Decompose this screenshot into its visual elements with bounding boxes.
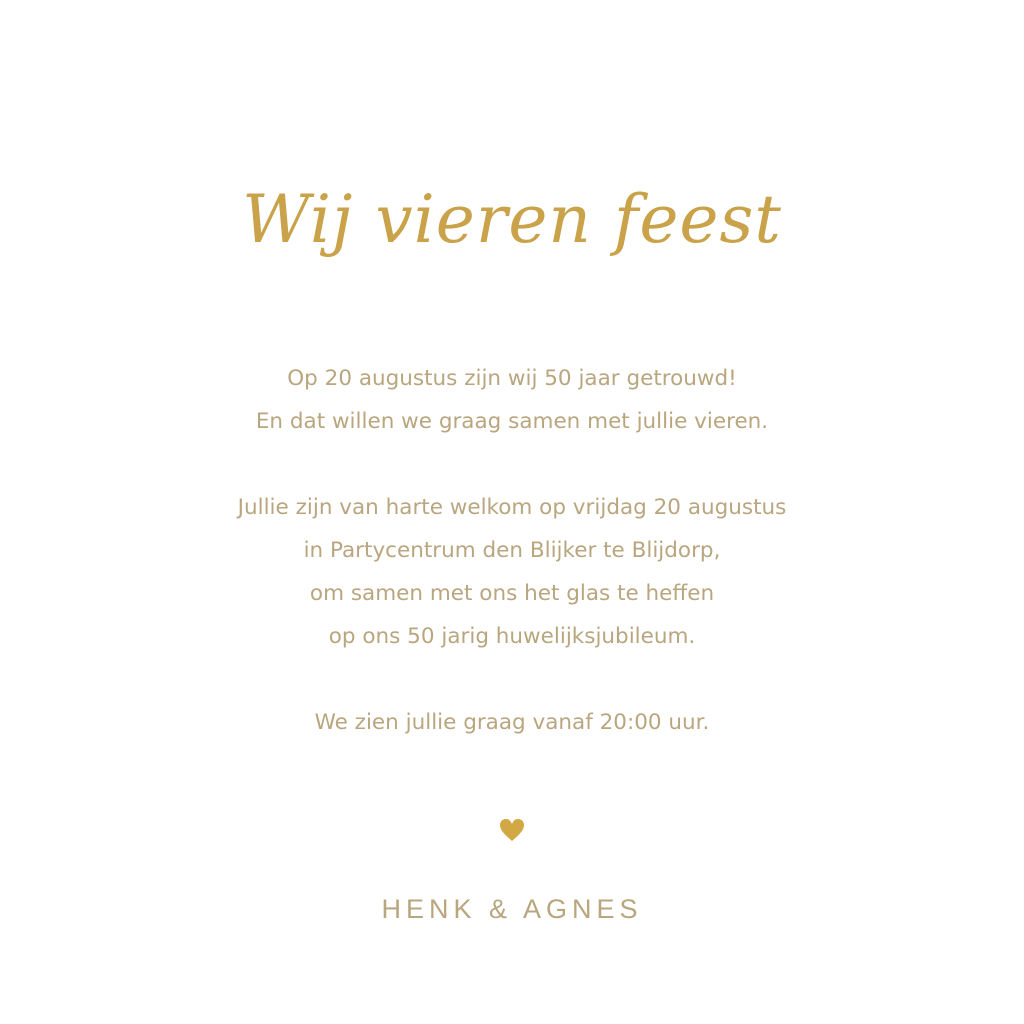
invitation-title: Wij vieren feest	[242, 181, 782, 258]
body-line: om samen met ons het glas te heffen	[309, 581, 715, 606]
body-line: in Partycentrum den Blijker te Blijdorp,	[303, 538, 721, 563]
body-line: Jullie zijn van harte welkom op vrijdag 20 augustus	[237, 495, 787, 520]
signature-names: HENK & AGNES	[381, 894, 643, 924]
body-line: We zien jullie graag vanaf 20:00 uur.	[314, 710, 710, 735]
paragraph-spacer	[0, 443, 1024, 486]
heart-icon	[499, 818, 525, 842]
body-line: En dat willen we graag samen met jullie vieren.	[255, 409, 769, 434]
invitation-body	[0, 357, 1024, 744]
body-line: op ons 50 jarig huwelijksjubileum.	[328, 624, 696, 649]
body-line: Op 20 augustus zijn wij 50 jaar getrouwd!	[287, 366, 737, 391]
paragraph-spacer	[0, 658, 1024, 701]
